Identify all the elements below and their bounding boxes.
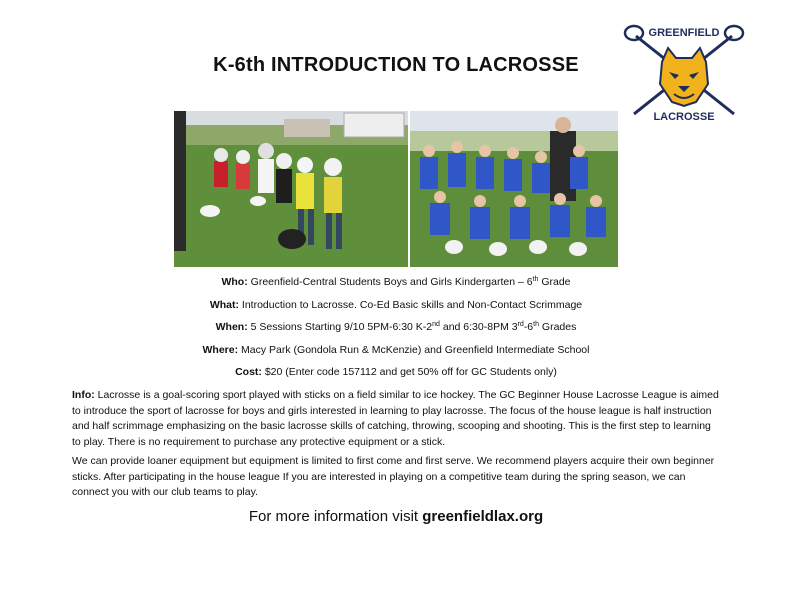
logo-top-text: GREENFIELD xyxy=(648,27,720,39)
info-paragraph xyxy=(72,388,722,450)
practice-photo xyxy=(174,111,408,267)
when-sup-3: th xyxy=(533,321,539,328)
when-text-1: 5 Sessions Starting 9/10 5PM-6:30 K-2 xyxy=(250,321,433,333)
cost-text: $20 (Enter code 157112 and get 50% off for GC Students only) xyxy=(264,366,557,378)
who-after: Grade xyxy=(538,276,571,288)
equipment-paragraph: We can provide loaner equipment but equipment is limited to first come and first serve. We recommend players acquire their own beginner sticks. After participating in the house league If you are interested in playing on a competitive team during the spring season, we can connect you with our club teams to play. xyxy=(72,455,715,498)
where-line xyxy=(0,344,792,356)
when-sup-2: rd xyxy=(517,321,524,328)
website-link[interactable]: greenfieldlax.org xyxy=(422,508,544,525)
who-text: Greenfield-Central Students Boys and Girls Kindergarten – 6 xyxy=(250,276,533,288)
who-line xyxy=(0,276,792,288)
what-line xyxy=(0,299,792,311)
where-text: Macy Park (Gondola Run & McKenzie) and Greenfield Intermediate School xyxy=(241,343,590,356)
cost-label: Cost: xyxy=(235,366,262,378)
when-text-2: and 6:30-8PM 3 xyxy=(439,321,518,333)
when-label: When: xyxy=(215,321,248,333)
greenfield-lacrosse-logo xyxy=(622,22,746,122)
when-sup-1: nd xyxy=(432,321,440,328)
cost-line xyxy=(0,366,792,378)
who-sup: th xyxy=(532,276,539,283)
more-info-prefix: For more information visit xyxy=(248,508,423,525)
when-text-4: Grades xyxy=(539,321,577,333)
logo-bottom-text: LACROSSE xyxy=(653,111,715,122)
when-text-3: -6 xyxy=(523,321,534,333)
info-text: Lacrosse is a goal-scoring sport played with sticks on a field similar to ice hockey. The GC Beginner House Lacrosse League is aimed to introduce the sport of lacrosse for boys and girls interested in learning to play lacrosse. The focus of the house league is half instruction and half scrimmage emphasizing on the basic lacrosse skills of catching, throwing, scooping and shooting. This is the first step to learning to play. There is no requirement to purchase any protective equipment or a stick. xyxy=(72,389,719,448)
team-photo xyxy=(410,111,618,267)
who-label: Who: xyxy=(221,276,248,288)
event-details xyxy=(0,276,792,389)
what-label: What: xyxy=(209,298,239,311)
info-label: Info: xyxy=(72,389,95,401)
page-title: K-6th INTRODUCTION TO LACROSSE xyxy=(213,54,579,76)
what-text: Introduction to Lacrosse. Co-Ed Basic skills and Non-Contact Scrimmage xyxy=(241,298,583,311)
more-info-line xyxy=(0,508,792,525)
when-line xyxy=(0,321,792,333)
where-label: Where: xyxy=(202,343,239,356)
